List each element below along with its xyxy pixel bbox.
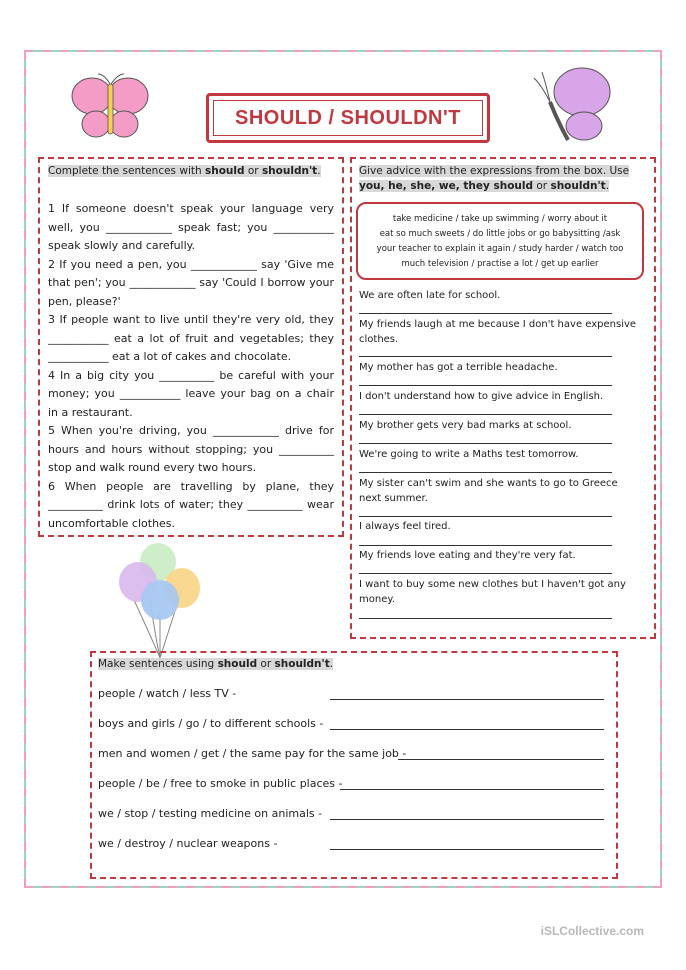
instruction-text: . xyxy=(317,165,321,177)
instruction-text: or xyxy=(244,165,262,177)
prompt-2: boys and girls / go / to different schools - xyxy=(98,717,324,730)
exercise1-item-5[interactable]: 5 When you're driving, you ____________ drive for hours and hours without stopping; you __________ stop and walk round every two hours. xyxy=(48,424,334,474)
situation-5: My brother gets very bad marks at school. xyxy=(359,420,572,431)
answer-line[interactable] xyxy=(330,819,604,820)
answer-line[interactable] xyxy=(359,545,612,546)
exercise1-item-6[interactable]: 6 When people are travelling by plane, they __________ drink lots of water; they __________ wear uncomfortable clothes. xyxy=(48,479,334,530)
answer-line[interactable] xyxy=(359,516,612,517)
answer-line[interactable] xyxy=(340,789,604,790)
watermark: iSLCollective.com xyxy=(540,924,644,938)
prompt-6: we / destroy / nuclear weapons - xyxy=(98,837,278,850)
situation-10: I want to buy some new clothes but I haven't got any money. xyxy=(359,579,626,605)
exercise1-item-4[interactable]: 4 In a big city you __________ be careful with your money; you ___________ leave your bag on a chair in a restaurant. xyxy=(48,368,334,419)
expressions-line: your teacher to explain it again / study harder / watch too xyxy=(376,244,624,254)
situation-3: My mother has got a terrible headache. xyxy=(359,362,558,373)
expressions-line: eat so much sweets / do little jobs or go babysitting /ask xyxy=(379,229,621,239)
answer-line[interactable] xyxy=(359,443,612,444)
instruction-text: Make sentences using xyxy=(98,658,218,670)
exercise2-instruction xyxy=(359,164,643,194)
exercise3-instruction xyxy=(98,657,333,672)
expressions-box xyxy=(356,202,644,280)
answer-line[interactable] xyxy=(359,618,612,619)
instruction-text: Complete the sentences with xyxy=(48,165,205,177)
title-box xyxy=(206,93,490,143)
instruction-text: . xyxy=(329,658,334,670)
answer-line[interactable] xyxy=(398,759,604,760)
answer-line[interactable] xyxy=(359,356,612,357)
answer-line[interactable] xyxy=(330,849,604,850)
keyword-shouldnt: shouldn't xyxy=(261,165,318,177)
exercise1-instruction xyxy=(48,164,321,179)
situation-2: My friends laugh at me because I don't have expensive clothes. xyxy=(359,319,637,345)
expressions-line: much television / practise a lot / get up earlier xyxy=(401,259,599,269)
balloons-icon xyxy=(112,540,208,660)
answer-line[interactable] xyxy=(330,729,604,730)
situation-8: I always feel tired. xyxy=(359,521,451,532)
page-title: SHOULD / SHOULDN'T xyxy=(235,106,461,129)
situation-6: We're going to write a Maths test tomorrow. xyxy=(359,449,579,460)
purple-butterfly-icon xyxy=(528,62,618,148)
prompt-5: we / stop / testing medicine on animals - xyxy=(98,807,323,820)
answer-line[interactable] xyxy=(359,414,612,415)
keyword-shouldnt: shouldn't xyxy=(550,180,606,192)
keyword-should: should xyxy=(217,658,258,670)
instruction-text: . xyxy=(605,180,610,192)
instruction-text: or xyxy=(257,658,275,670)
situation-1: We are often late for school. xyxy=(359,290,501,301)
situation-9: My friends love eating and they're very fat. xyxy=(359,550,576,561)
situation-4: I don't understand how to give advice in English. xyxy=(359,391,604,402)
expressions-line: take medicine / take up swimming / worry about it xyxy=(392,214,608,224)
answer-line[interactable] xyxy=(359,472,612,473)
instruction-line1: Give advice with the expressions from the box. Use xyxy=(359,165,630,177)
exercise1-items xyxy=(48,200,334,533)
keyword-shouldnt: shouldn't xyxy=(274,658,330,670)
answer-line[interactable] xyxy=(359,573,612,574)
prompt-1: people / watch / less TV - xyxy=(98,687,237,700)
pink-butterfly-icon xyxy=(68,72,152,142)
exercise1-item-2[interactable]: 2 If you need a pen, you ____________ say 'Give me that pen'; you ____________ say 'Could I borrow your pen, please?' xyxy=(48,257,334,308)
answer-line[interactable] xyxy=(330,699,604,700)
keyword-should: should xyxy=(204,165,245,177)
exercise1-item-1[interactable]: 1 If someone doesn't speak your language very well, you ____________ speak fast; you ___________ speak slowly and carefully. xyxy=(48,202,334,252)
exercise1-item-3[interactable]: 3 If people want to live until they're very old, they ___________ eat a lot of fruit and vegetables; they ___________ eat a lot of cakes and chocolate. xyxy=(48,313,334,363)
instruction-text: or xyxy=(533,180,551,192)
pronoun-keywords: you, he, she, we, they should xyxy=(359,180,534,192)
situation-7: My sister can't swim and she wants to go to Greece next summer. xyxy=(359,478,618,504)
answer-line[interactable] xyxy=(359,313,612,314)
answer-line[interactable] xyxy=(359,385,612,386)
prompt-3: men and women / get / the same pay for the same job - xyxy=(98,747,407,760)
prompt-4: people / be / free to smoke in public places - xyxy=(98,777,343,790)
